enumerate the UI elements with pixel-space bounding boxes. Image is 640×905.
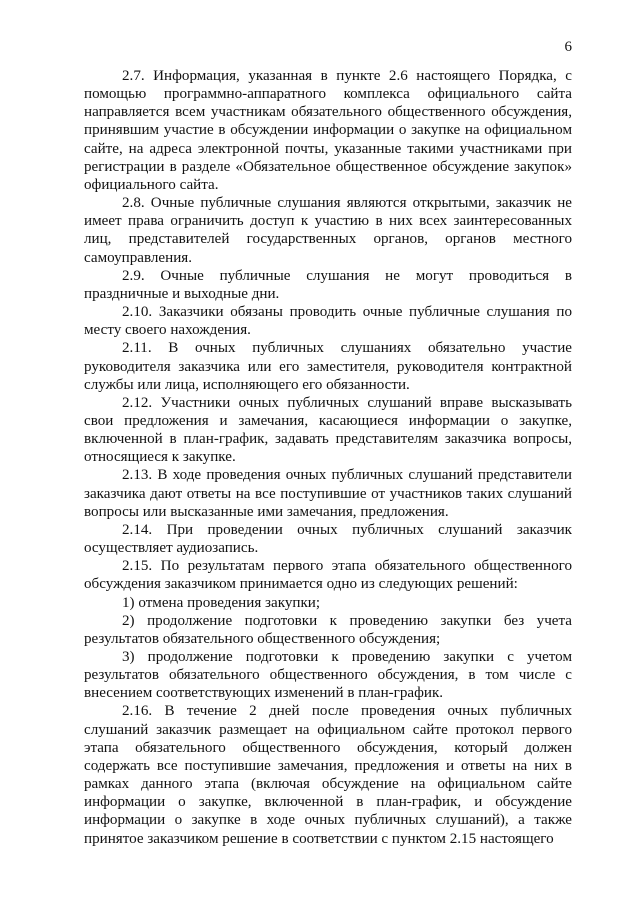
list-item-3: 3) продолжение подготовки к проведению закупки с учетом результатов обязательного общественного обсуждения, в том числе с внесением соответствующих изменений в план-график. <box>84 649 572 702</box>
paragraph-2-13: 2.13. В ходе проведения очных публичных слушаний представители заказчика дают ответы на все поступившие от участников таких слушаний вопросы или высказанные ими замечания, предложения. <box>84 467 572 520</box>
paragraph-2-9: 2.9. Очные публичные слушания не могут проводиться в праздничные и выходные дни. <box>84 267 572 302</box>
paragraph-2-11: 2.11. В очных публичных слушаниях обязательно участие руководителя заказчика или его заместителя, руководителя контрактной службы или лица, исполняющего его обязанности. <box>84 340 572 393</box>
paragraph-2-12: 2.12. Участники очных публичных слушаний вправе высказывать свои предложения и замечания, касающиеся информации о закупке, включенной в план-график, задавать представителям заказчика вопросы, относящиеся к закупке. <box>84 394 572 466</box>
paragraph-2-15: 2.15. По результатам первого этапа обязательного общественного обсуждения заказчиком принимается одно из следующих решений: <box>84 558 572 593</box>
list-item-1: 1) отмена проведения закупки; <box>122 594 321 611</box>
paragraph-2-16: 2.16. В течение 2 дней после проведения очных публичных слушаний заказчик размещает на официальном сайте протокол первого этапа обязательного общественного обсуждения, который должен содержать все поступившие замечания, предложения и ответы на них в рамках данного этапа (включая обсуждение на официальном сайте информации о закупке, включенной в план-график, и обсуждение информации о закупке в ходе очных публичных слушаний), а также принятое заказчиком решение в соответствии с пунктом 2.15 настоящего <box>84 703 572 847</box>
list-item-2: 2) продолжение подготовки к проведению закупки без учета результатов обязательного общественного обсуждения; <box>84 612 572 647</box>
paragraph-2-7: 2.7. Информация, указанная в пункте 2.6 настоящего Порядка, с помощью программно-аппаратного комплекса официального сайта направляется всем участникам обязательного общественного обсуждения, принявшим участие в обсуждении информации о закупке на официальном сайте, на адреса электронной почты, указанные такими участниками при регистрации в разделе «Обязательное общественное обсуждение закупок» официального сайта. <box>84 68 572 193</box>
paragraph-2-8: 2.8. Очные публичные слушания являются открытыми, заказчик не имеет права ограничить доступ к участию в них всех заинтересованных лиц, представителей государственных органов, органов местного самоуправления. <box>84 195 572 266</box>
paragraph-2-14: 2.14. При проведении очных публичных слушаний заказчик осуществляет аудиозапись. <box>84 521 572 557</box>
document-body <box>84 67 572 848</box>
paragraph-2-10: 2.10. Заказчики обязаны проводить очные публичные слушания по месту своего нахождения. <box>84 304 572 339</box>
page-number: 6 <box>564 39 572 55</box>
